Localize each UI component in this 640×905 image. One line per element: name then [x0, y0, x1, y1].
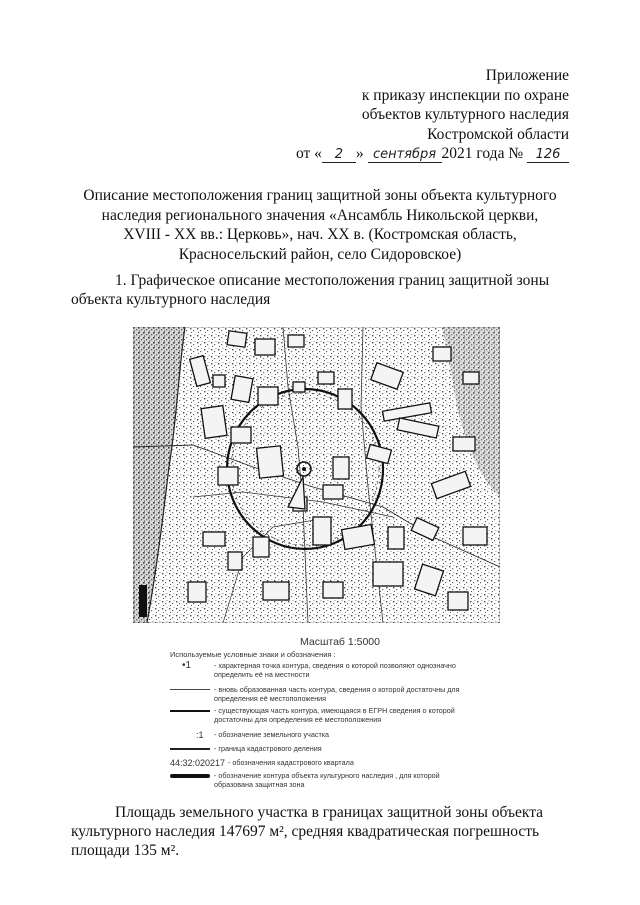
legend-intro: Используемые условные знаки и обозначения :	[170, 650, 336, 659]
title-line: XVIII - XX вв.: Церковь», нач. XX в. (Костромская область,	[123, 226, 517, 244]
region-name: Костромской области	[427, 125, 569, 143]
document-title	[60, 186, 580, 264]
appendix-header	[296, 66, 569, 164]
order-reference: к приказу инспекции по охране	[361, 86, 569, 104]
existing-boundary-line-icon	[170, 706, 210, 716]
handwritten-order-number: 126	[527, 147, 569, 163]
title-line: Красносельский район, село Сидоровское)	[178, 245, 462, 263]
heritage-contour-line-icon	[170, 771, 210, 781]
cadastral-map	[133, 327, 500, 623]
area-line: культурного наследия 147697 м², средняя квадратическая погрешность	[71, 823, 540, 840]
cadastral-quarter-label: 44:32:020217	[170, 758, 226, 768]
cadastral-division-line-icon	[170, 744, 210, 754]
handwritten-day: 2	[322, 147, 356, 163]
section-1-heading	[71, 271, 571, 309]
title-line: Описание местоположения границ защитной зоны объекта культурного	[83, 187, 557, 204]
legend-items: •1 - характерная точка контура, сведения о которой позволяют однозначно определить её на местности - вновь образованная часть контура, сведения о которой достаточны для определения её местоположения - существующая часть контура, имеющаяся в ЕГРН сведения о которой достаточны для определения её местоположения :1 - обозначение земельного участка - граница кадастрового деления 44:32:020217 - обозначения кадастрового квартала - обозначение контура объекта культурного наследия , для которой образована защитная зона	[170, 660, 460, 789]
area-paragraph	[71, 803, 571, 860]
handwritten-month: сентября	[368, 147, 442, 163]
area-line: Площадь земельного участка в границах защитной зоны объекта	[115, 804, 544, 821]
inspection-name: объектов культурного наследия	[361, 106, 569, 124]
area-line: площади 135 м².	[71, 842, 180, 859]
new-boundary-line-icon	[170, 685, 210, 695]
map-legend	[170, 636, 470, 659]
section-1-line: объекта культурного наследия	[71, 291, 271, 308]
appendix-label: Приложение	[485, 67, 569, 84]
parcel-label-icon: :1	[196, 730, 204, 740]
point-marker-icon: •1	[182, 660, 192, 671]
order-date-line: от « 2 » сентября 2021 года № 126	[296, 144, 569, 164]
title-line: наследия регионального значения «Ансамбль Никольской церкви,	[101, 206, 539, 224]
section-1-line: 1. Графическое описание местоположения границ защитной зоны	[115, 272, 550, 289]
map-scale: Масштаб 1:5000	[300, 636, 380, 648]
